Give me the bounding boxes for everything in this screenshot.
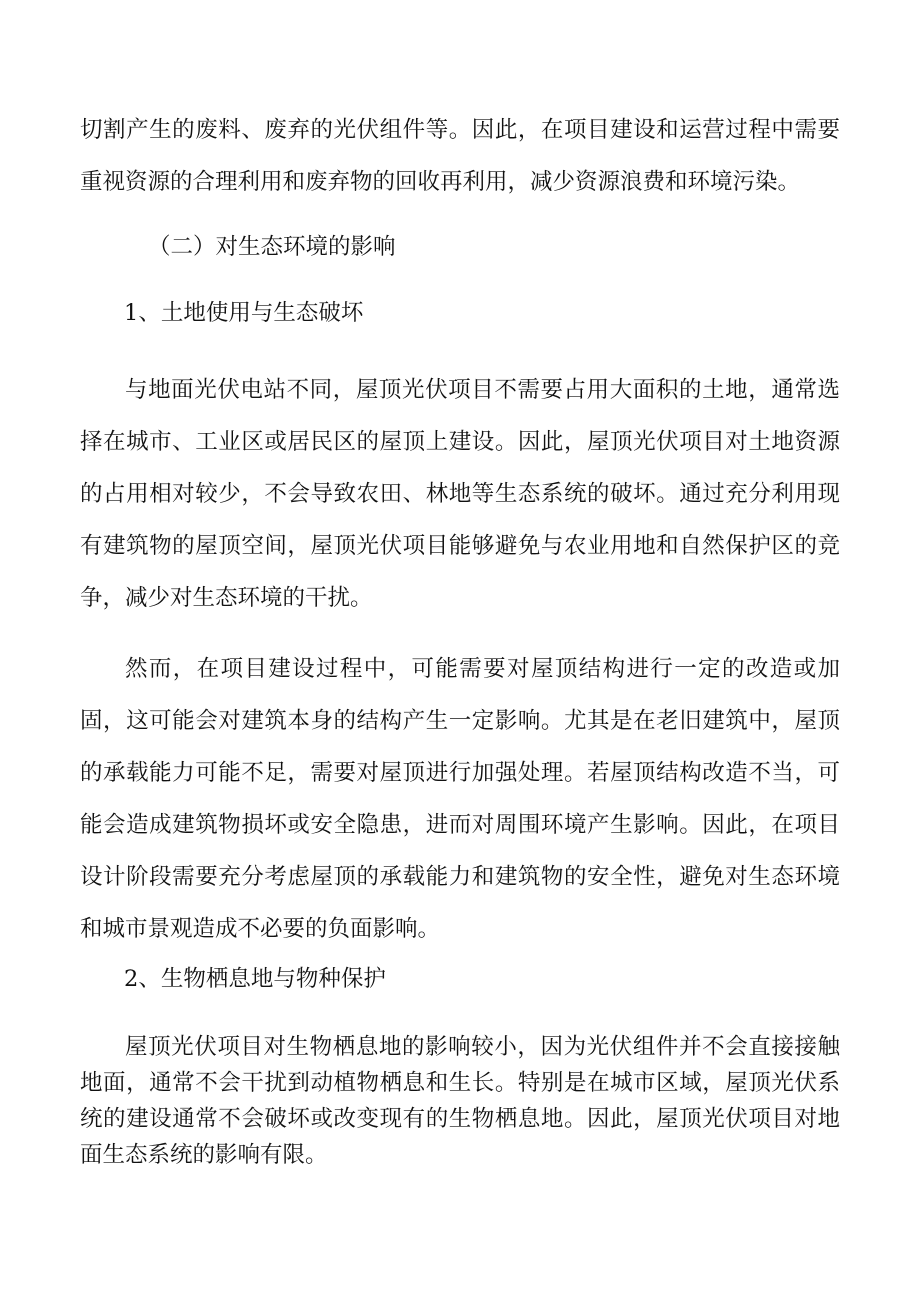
subsection-heading-habitat: 2、生物栖息地与物种保护 [124,966,386,992]
paragraph-resource-waste: 切割产生的废料、废弃的光伏组件等。因此，在项目建设和运营过程中需要重视资源的合理利用和废弃物的回收再利用，减少资源浪费和环境污染。 [80,117,840,195]
subsection-heading-land-use: 1、土地使用与生态破坏 [124,300,364,326]
section-heading-ecological-impact: （二）对生态环境的影响 [148,234,396,260]
paragraph-land-use: 与地面光伏电站不同，屋顶光伏项目不需要占用大面积的土地，通常选择在城市、工业区或居民区的屋顶上建设。因此，屋顶光伏项目对土地资源的占用相对较少，不会导致农田、林地等生态系统的破坏。通过充分利用现有建筑物的屋顶空间，屋顶光伏项目能够避免与农业用地和自然保护区的竞争，减少对生态环境的干扰。 [80,377,840,611]
paragraph-habitat: 屋顶光伏项目对生物栖息地的影响较小，因为光伏组件并不会直接接触地面，通常不会干扰到动植物栖息和生长。特别是在城市区域，屋顶光伏系统的建设通常不会破坏或改变现有的生物栖息地。因此，屋顶光伏项目对地面生态系统的影响有限。 [80,1034,840,1168]
paragraph-roof-structure: 然而，在项目建设过程中，可能需要对屋顶结构进行一定的改造或加固，这可能会对建筑本身的结构产生一定影响。尤其是在老旧建筑中，屋顶的承载能力可能不足，需要对屋顶进行加强处理。若屋顶结构改造不当，可能会造成建筑物损坏或安全隐患，进而对周围环境产生影响。因此，在项目设计阶段需要充分考虑屋顶的承载能力和建筑物的安全性，避免对生态环境和城市景观造成不必要的负面影响。 [80,656,840,942]
